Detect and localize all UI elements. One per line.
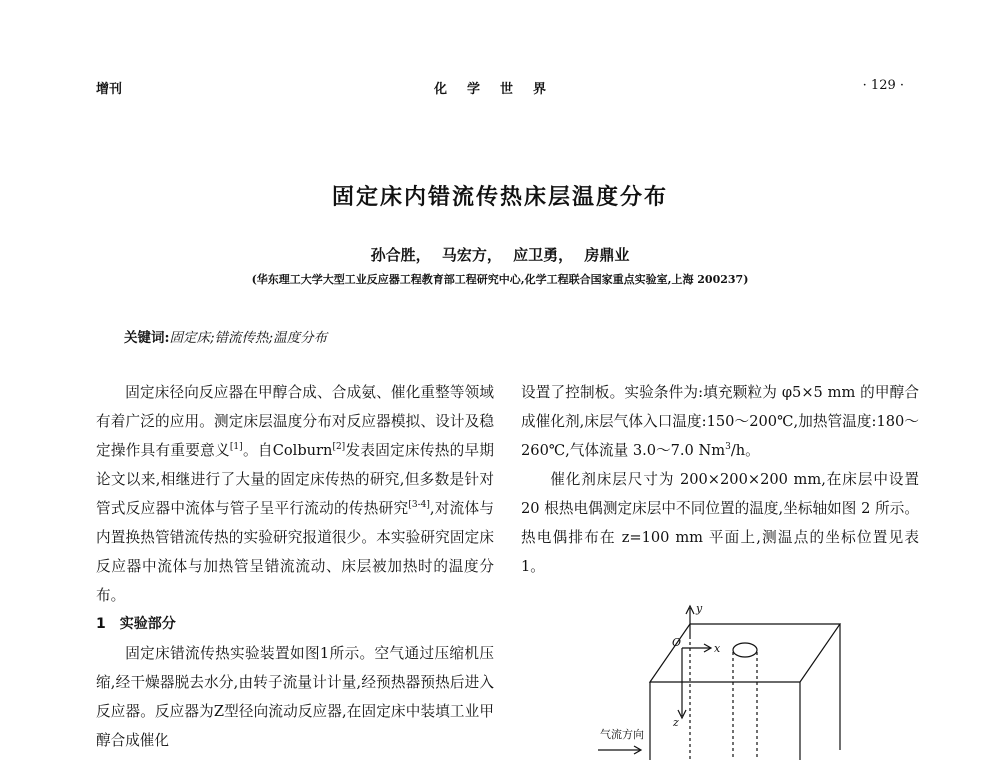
author-list: 孙合胜， 马宏方， 应卫勇， 房鼎业 [370,246,630,264]
z-axis-label: z [673,716,679,729]
intro-paragraph [96,378,494,610]
intro-text-b: 。自Colburn [242,442,333,459]
citation-1: [1] [229,442,243,453]
citation-2: [2] [332,442,346,453]
experimental-paragraph: 固定床错流传热实验装置如图1所示。空气通过压缩机压缩,经干燥器脱去水分,由转子流量计计量,经预热器预热后进入反应器。反应器为Z型径向流动反应器,在固定床中装填工业甲醇合成催化 [96,645,494,749]
journal-issue-label: 增刊 [96,82,123,97]
intro-text-c: 发表固定床传热的早期论文以来,相继进行了大量的固定床传热的研究,但多数是针对管式反应器中流体与管子呈平行流动的传热研究 [96,442,494,517]
conditions-text-b: /h。 [730,442,760,459]
conditions-text-a: 设置了控制板。实验条件为:填充颗粒为 φ5×5 mm 的甲醇合成催化剂,床层气体入口温度:150～200℃,加热管温度:180～260℃,气体流量 3.0～7.0 Nm [521,384,919,459]
right-column [521,378,919,581]
flow-direction-label: 气流方向 [600,728,644,741]
keywords-label: 关键词: [124,330,170,346]
section-heading-experimental: 1 实验部分 [96,616,176,632]
article-title: 固定床内错流传热床层温度分布 [331,184,668,210]
intro-text-a: 固定床径向反应器在甲醇合成、合成氨、催化重整等领域有着广泛的应用。测定床层温度分布对反应器模拟、设计及稳定操作具有重要意义 [96,384,494,459]
page-number: · 129 · [862,78,904,93]
y-axis-label: y [696,602,703,615]
keywords-value: 固定床;错流传热;温度分布 [169,330,328,346]
origin-label: O [672,636,682,649]
heating-tube-icon [733,643,757,657]
figure-2-bed-diagram [590,600,850,760]
cubic-superscript: 3 [725,442,731,453]
conditions-paragraph [521,378,919,465]
left-column [96,378,494,755]
journal-title: 化学世界 [433,82,566,97]
affiliation: (华东理工大学大型工业反应器工程教育部工程研究中心,化学工程联合国家重点实验室,上海 200237) [251,273,749,286]
intro-text-d: ,对流体与内置换热管错流传热的实验研究报道很少。本实验研究固定床反应器中流体与加热管呈错流流动、床层被加热时的温度分布。 [96,500,494,604]
bed-dimensions-paragraph: 催化剂床层尺寸为 200×200×200 mm,在床层中设置 20 根热电偶测定床层中不同位置的温度,坐标轴如图 2 所示。热电偶排布在 z=100 mm 平面上,测温点的坐标位置见表 1。 [521,471,919,575]
bed-top-face [650,624,840,682]
citation-3-4: [3-4] [408,500,430,511]
x-axis-label: x [714,642,721,655]
keywords [124,326,327,346]
